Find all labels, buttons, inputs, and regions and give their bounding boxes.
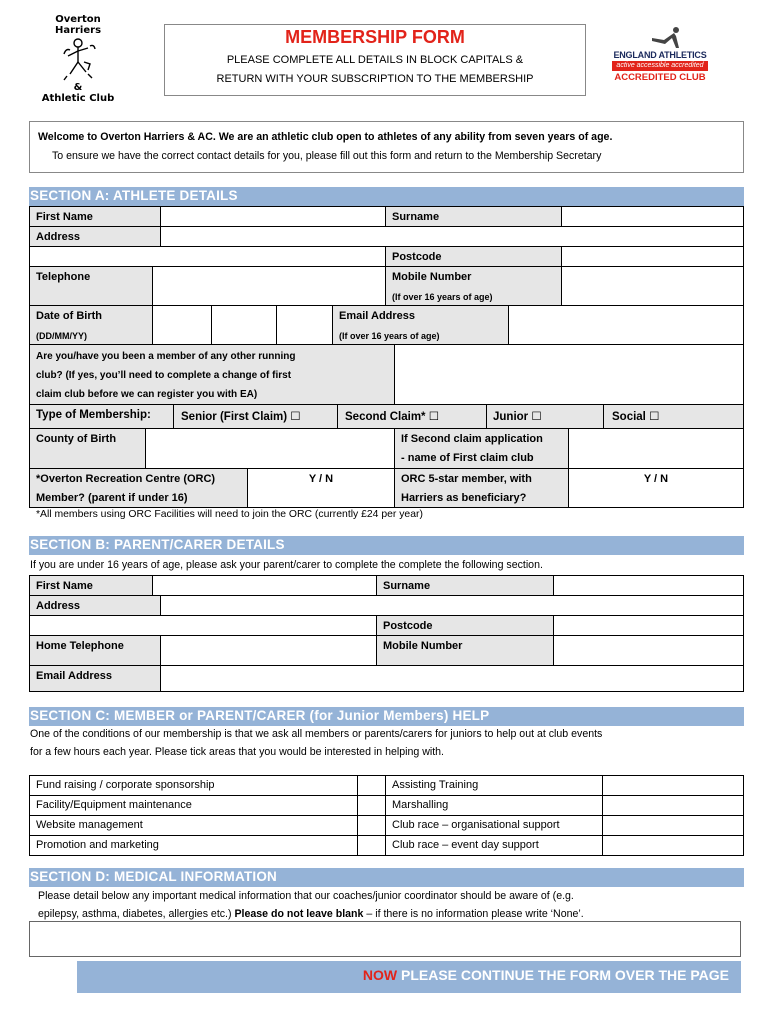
help-tick-box-right[interactable] <box>602 795 744 816</box>
section-d-intro-2a: epilepsy, asthma, diabetes, allergies etc.) <box>38 908 235 920</box>
section-c-title: SECTION C: MEMBER or PARENT/CARER (for Junior Members) HELP <box>29 707 744 726</box>
ea-logo-line2: active accessible accredited <box>612 61 708 71</box>
athlete-email-label-text: Email Address <box>339 310 416 322</box>
type-divider-3 <box>486 404 487 429</box>
help-item-left: Website management <box>29 815 358 836</box>
athlete-dob-year-field[interactable] <box>276 305 333 345</box>
parent-address-field[interactable] <box>160 595 744 616</box>
club-logo-line3: Athletic Club <box>41 93 115 104</box>
county-of-birth-label: County of Birth <box>29 428 146 469</box>
other-club-question <box>29 344 395 405</box>
orc-line1: *Overton Recreation Centre (ORC) <box>36 473 216 485</box>
social-checkbox-icon[interactable]: ☐ <box>649 411 660 423</box>
section-a-title: SECTION A: ATHLETE DETAILS <box>29 187 744 206</box>
help-tick-box-left[interactable] <box>357 835 386 856</box>
athlete-telephone-label: Telephone <box>29 266 153 306</box>
ea-logo-line1: ENGLAND ATHLETICS <box>613 50 707 60</box>
parent-postcode-field[interactable] <box>553 615 744 636</box>
athlete-email-label <box>332 305 509 345</box>
athlete-telephone-field[interactable] <box>152 266 386 306</box>
ea-logo-line3: ACCREDITED CLUB <box>614 72 706 83</box>
welcome-line2: To ensure we have the correct contact details for you, please fill out this form and return to the Membership Secretary <box>52 150 602 162</box>
athlete-mobile-field[interactable] <box>561 266 744 306</box>
continue-now: NOW <box>362 967 398 983</box>
senior-checkbox-icon[interactable]: ☐ <box>290 411 301 423</box>
help-item-left: Promotion and marketing <box>29 835 358 856</box>
parent-email-field[interactable] <box>160 665 744 692</box>
help-tick-box-left[interactable] <box>357 775 386 796</box>
section-d-do-not-leave-blank: Please do not leave blank <box>234 908 364 920</box>
section-c-intro-line2: for a few hours each year. Please tick areas that you would be interested in helping with. <box>30 746 444 758</box>
help-tick-box-right[interactable] <box>602 775 744 796</box>
orc5-line1: ORC 5-star member, with <box>401 473 532 485</box>
membership-senior-option[interactable] <box>181 409 301 423</box>
athlete-address-label: Address <box>29 226 161 247</box>
club-logo-line2: Harriers <box>54 25 102 36</box>
second-claim-checkbox-icon[interactable]: ☐ <box>428 411 440 423</box>
section-c-intro-line1: One of the conditions of our membership is that we ask all members or parents/carers for juniors to help out at club events <box>30 728 603 740</box>
continue-rest: PLEASE CONTINUE THE FORM OVER THE PAGE <box>397 967 729 983</box>
help-item-right: Club race – organisational support <box>385 815 603 836</box>
athlete-dob-month-field[interactable] <box>211 305 277 345</box>
type-divider-4 <box>603 404 604 429</box>
header-instruction-line2: RETURN WITH YOUR SUBSCRIPTION TO THE MEMBERSHIP <box>216 73 534 85</box>
help-item-left: Fund raising / corporate sponsorship <box>29 775 358 796</box>
athlete-first-name-field[interactable] <box>160 206 386 227</box>
section-d-intro-2c: – if there is no information please write ‘None’. <box>363 908 584 920</box>
orc5-line2: Harriers as beneficiary? <box>401 492 527 504</box>
athlete-surname-label: Surname <box>385 206 562 227</box>
orc-member-yes-no[interactable]: Y / N <box>247 468 395 508</box>
parent-home-telephone-field[interactable] <box>160 635 377 666</box>
welcome-line1: Welcome to Overton Harriers & AC. We are an athletic club open to athletes of any ability from seven years of age. <box>38 131 613 143</box>
help-tick-box-left[interactable] <box>357 795 386 816</box>
athlete-mobile-label <box>385 266 562 306</box>
help-tick-box-right[interactable] <box>602 835 744 856</box>
other-club-line3: claim club before we can register you with EA) <box>36 389 258 400</box>
parent-mobile-field[interactable] <box>553 635 744 666</box>
athlete-postcode-label: Postcode <box>385 246 562 267</box>
athlete-address-field-2[interactable] <box>29 246 386 267</box>
athlete-email-field[interactable] <box>508 305 744 345</box>
header-instruction-line1: PLEASE COMPLETE ALL DETAILS IN BLOCK CAPITALS & <box>226 54 524 66</box>
parent-first-name-field[interactable] <box>152 575 377 596</box>
other-club-line1: Are you/have you been a member of any other running <box>36 351 296 362</box>
second-claim-club-label <box>394 428 569 469</box>
membership-junior-label: Junior <box>493 411 529 423</box>
parent-surname-field[interactable] <box>553 575 744 596</box>
athlete-dob-format: (DD/MM/YY) <box>36 331 87 341</box>
junior-checkbox-icon[interactable]: ☐ <box>531 411 542 423</box>
orc-note: *All members using ORC Facilities will need to join the ORC (currently £24 per year) <box>36 509 423 520</box>
section-d-title: SECTION D: MEDICAL INFORMATION <box>29 868 744 887</box>
page-title: MEMBERSHIP FORM <box>285 27 465 47</box>
parent-surname-label: Surname <box>376 575 554 596</box>
section-d-intro-line1: Please detail below any important medical information that our coaches/junior coordinator should be aware of (e.g. <box>38 890 574 902</box>
orc-line2: Member? (parent if under 16) <box>36 492 188 504</box>
club-logo <box>40 14 116 106</box>
help-tick-box-left[interactable] <box>357 815 386 836</box>
membership-junior-option[interactable] <box>493 409 542 423</box>
orc-5-star-label <box>394 468 569 508</box>
parent-home-telephone-label: Home Telephone <box>29 635 161 666</box>
other-club-field[interactable] <box>394 344 744 405</box>
orc-5-star-yes-no[interactable]: Y / N <box>568 468 744 508</box>
club-logo-line1: Overton <box>55 14 101 25</box>
second-claim-club-field[interactable] <box>568 428 744 469</box>
orc-member-label <box>29 468 248 508</box>
type-divider-2 <box>337 404 338 429</box>
athlete-address-field[interactable] <box>160 226 744 247</box>
membership-type-label: Type of Membership: <box>36 409 151 421</box>
help-tick-box-right[interactable] <box>602 815 744 836</box>
help-item-right: Club race – event day support <box>385 835 603 856</box>
parent-address-label: Address <box>29 595 161 616</box>
parent-email-label: Email Address <box>29 665 161 692</box>
membership-social-option[interactable] <box>612 409 659 423</box>
second-claim-line2: - name of First claim club <box>401 452 534 464</box>
second-claim-line1: If Second claim application <box>401 433 543 445</box>
section-b-intro: If you are under 16 years of age, please ask your parent/carer to complete the complete the following section. <box>30 559 543 571</box>
county-of-birth-field[interactable] <box>145 428 395 469</box>
athlete-dob-label-text: Date of Birth <box>36 310 102 322</box>
parent-address-field-2[interactable] <box>29 615 377 636</box>
membership-second-claim-option[interactable] <box>345 409 439 423</box>
help-item-right: Assisting Training <box>385 775 603 796</box>
athlete-mobile-note: (If over 16 years of age) <box>392 292 493 302</box>
continue-banner <box>77 961 741 993</box>
athlete-mobile-label-text: Mobile Number <box>392 271 472 283</box>
england-athletics-logo <box>606 26 714 86</box>
club-logo-amp: & <box>73 82 83 93</box>
athlete-first-name-label: First Name <box>29 206 161 227</box>
medical-information-field[interactable] <box>29 921 741 957</box>
other-club-line2: club? (If yes, you’ll need to complete a change of first <box>36 370 292 381</box>
runner-figure-icon <box>40 36 116 82</box>
athlete-postcode-field[interactable] <box>561 246 744 267</box>
parent-first-name-label: First Name <box>29 575 153 596</box>
membership-second-claim-label: Second Claim* <box>345 411 426 423</box>
athlete-dob-label <box>29 305 153 345</box>
help-item-left: Facility/Equipment maintenance <box>29 795 358 816</box>
parent-mobile-label: Mobile Number <box>376 635 554 666</box>
parent-postcode-label: Postcode <box>376 615 554 636</box>
athlete-dob-day-field[interactable] <box>152 305 212 345</box>
athlete-email-note: (If over 16 years of age) <box>339 331 440 341</box>
help-item-right: Marshalling <box>385 795 603 816</box>
membership-social-label: Social <box>612 411 646 423</box>
athlete-silhouette-icon <box>646 26 686 52</box>
section-b-title: SECTION B: PARENT/CARER DETAILS <box>29 536 744 555</box>
membership-senior-label: Senior (First Claim) <box>181 411 288 423</box>
athlete-surname-field[interactable] <box>561 206 744 227</box>
type-divider-1 <box>173 404 174 429</box>
